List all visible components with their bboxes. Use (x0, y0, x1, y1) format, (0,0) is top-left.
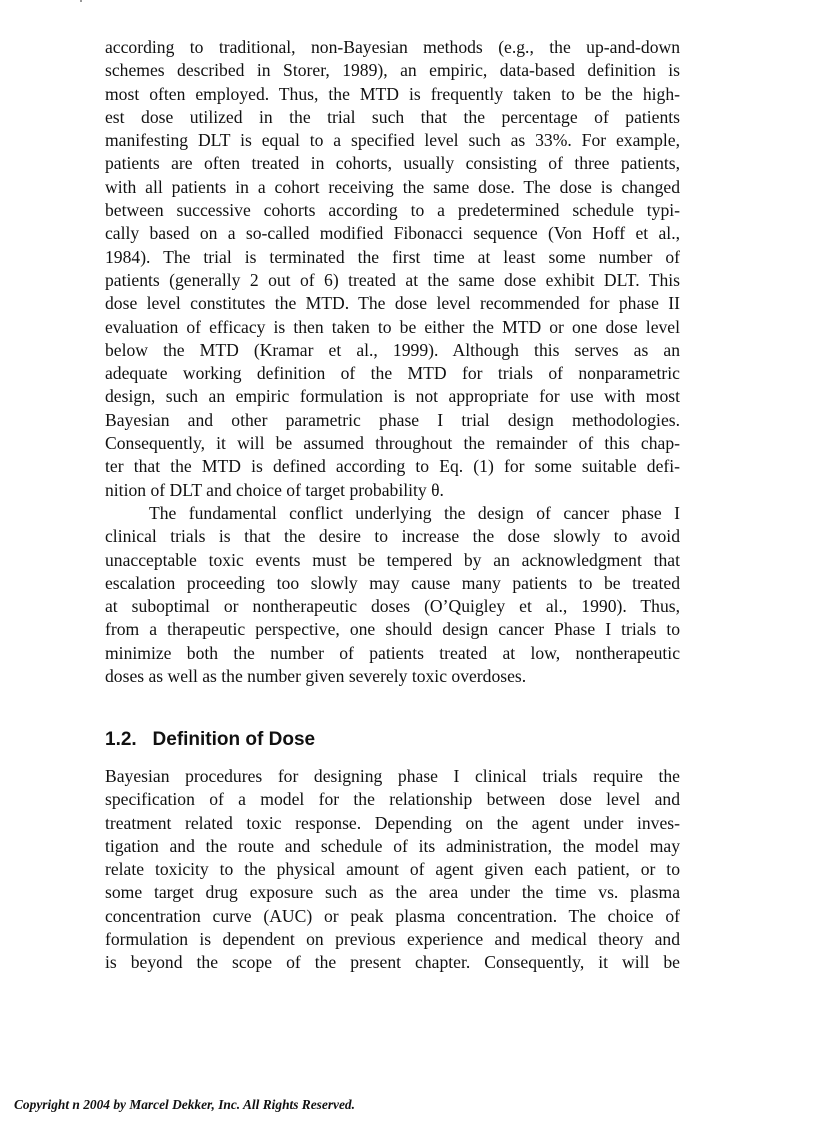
text-line: concentration curve (AUC) or peak plasma concentration. The choice of (105, 905, 680, 926)
text-line: most often employed. Thus, the MTD is frequently taken to be the high- (105, 83, 680, 104)
section-heading: 1.2. Definition of Dose (105, 729, 316, 750)
text-line: formulation is dependent on previous experience and medical theory and (105, 929, 680, 950)
scan-artifact (80, 0, 82, 2)
text-line: tigation and the route and schedule of its administration, the model may (105, 835, 680, 856)
text-line: between successive cohorts according to a predetermined schedule typi- (105, 200, 680, 221)
text-line: evaluation of efficacy is then taken to be either the MTD or one dose level (105, 316, 680, 337)
text-line: is beyond the scope of the present chapter. Consequently, it will be (105, 952, 680, 973)
text-line: unacceptable toxic events must be tempered by an acknowledgment that (105, 549, 680, 570)
text-line: ter that the MTD is defined according to Eq. (1) for some suitable defi- (105, 456, 680, 477)
text-line: cally based on a so-called modified Fibonacci sequence (Von Hoff et al., (105, 223, 680, 244)
text-line: some target drug exposure such as the area under the time vs. plasma (105, 882, 680, 903)
text-line: escalation proceeding too slowly may cause many patients to be treated (105, 572, 680, 593)
text-line: schemes described in Storer, 1989), an empiric, data-based definition is (105, 60, 680, 81)
text-line: est dose utilized in the trial such that the percentage of patients (105, 106, 680, 127)
paragraph-fundamental-conflict (105, 502, 680, 688)
text-line: Bayesian and other parametric phase I trial design methodologies. (105, 409, 680, 430)
copyright-footer: Copyright n 2004 by Marcel Dekker, Inc. All Rights Reserved. (14, 1097, 355, 1112)
text-line: at suboptimal or nontherapeutic doses (O’Quigley et al., 1990). Thus, (105, 596, 680, 617)
text-line: dose level constitutes the MTD. The dose level recommended for phase II (105, 293, 680, 314)
text-line: below the MTD (Kramar et al., 1999). Although this serves as an (105, 339, 680, 360)
body-text-lower (105, 765, 680, 975)
text-line: design, such an empiric formulation is not appropriate for use with most (105, 386, 680, 407)
text-line: patients are often treated in cohorts, usually consisting of three patients, (105, 153, 680, 174)
text-line: The fundamental conflict underlying the design of cancer phase I (149, 502, 680, 523)
text-line: doses as well as the number given severely toxic overdoses. (105, 666, 527, 687)
text-line: manifesting DLT is equal to a specified level such as 33%. For example, (105, 130, 680, 151)
text-line: Bayesian procedures for designing phase I clinical trials require the (105, 766, 680, 786)
text-line: minimize both the number of patients treated at low, nontherapeutic (105, 642, 680, 663)
text-line: specification of a model for the relationship between dose level and (105, 789, 680, 810)
paragraph-definition-of-dose (105, 765, 680, 975)
text-line: adequate working definition of the MTD for trials of nonparametric (105, 363, 680, 384)
body-text-upper (105, 36, 680, 688)
text-line: from a therapeutic perspective, one should design cancer Phase I trials to (105, 619, 680, 640)
text-line: clinical trials is that the desire to increase the dose slowly to avoid (105, 526, 680, 547)
text-line: 1984). The trial is terminated the first time at least some number of (105, 246, 680, 267)
text-line: with all patients in a cohort receiving the same dose. The dose is changed (105, 176, 680, 197)
paragraph-mtd-definition (105, 36, 680, 502)
text-line: patients (generally 2 out of 6) treated at the same dose exhibit DLT. This (105, 269, 680, 290)
text-line: according to traditional, non-Bayesian methods (e.g., the up-and-down (105, 37, 680, 57)
text-line: treatment related toxic response. Depending on the agent under inves- (105, 812, 680, 833)
text-line: nition of DLT and choice of target probability θ. (105, 479, 444, 500)
text-line: Consequently, it will be assumed throughout the remainder of this chap- (105, 433, 680, 454)
text-line: relate toxicity to the physical amount of agent given each patient, or to (105, 859, 680, 880)
